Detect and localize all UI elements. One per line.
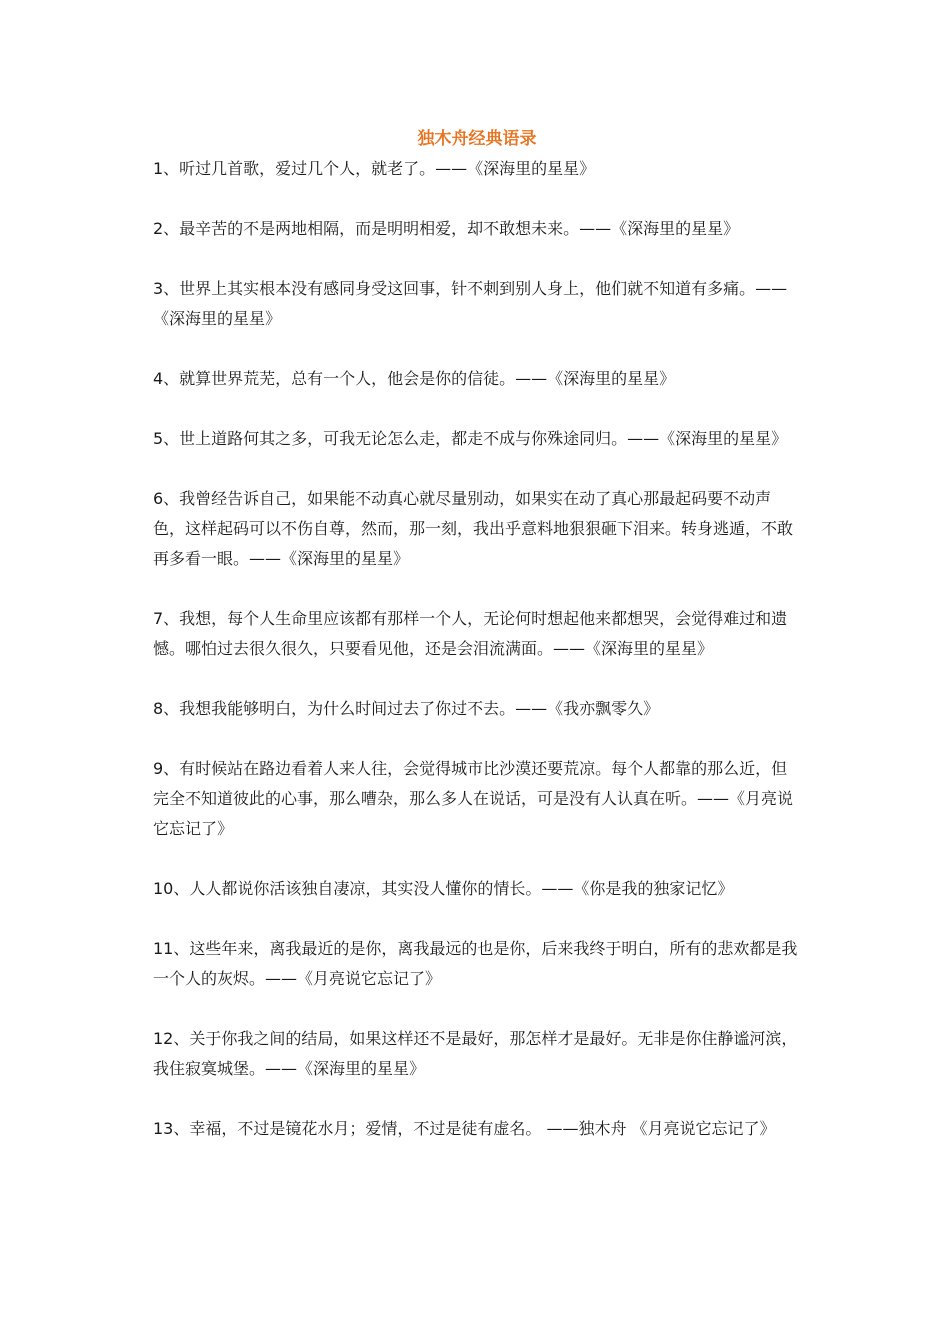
quote-item: 5、世上道路何其之多，可我无论怎么走，都走不成与你殊途同归。——《深海里的星星》 xyxy=(153,429,788,448)
quote-item: 8、我想我能够明白，为什么时间过去了你过不去。——《我亦飘零久》 xyxy=(153,699,660,718)
quote-item: 3、世界上其实根本没有感同身受这回事，针不刺到别人身上，他们就不知道有多痛。——《深海里的星星》 xyxy=(153,279,788,328)
quote-item: 10、人人都说你活该独自凄凉，其实没人懂你的情长。——《你是我的独家记忆》 xyxy=(153,879,734,898)
document-body xyxy=(153,124,801,1174)
quote-item: 4、就算世界荒芜，总有一个人，他会是你的信徒。——《深海里的星星》 xyxy=(153,369,676,388)
document-title: 独木舟经典语录 xyxy=(417,129,537,149)
quote-item: 6、我曾经告诉自己，如果能不动真心就尽量别动，如果实在动了真心那最起码要不动声色，这样起码可以不伤自尊，然而，那一刻，我出乎意料地狠狠砸下泪来。转身逃遁，不敢再多看一眼。——《深海里的星星》 xyxy=(153,489,794,568)
quote-item: 7、我想，每个人生命里应该都有那样一个人，无论何时想起他来都想哭，会觉得难过和遗憾。哪怕过去很久很久，只要看见他，还是会泪流满面。——《深海里的星星》 xyxy=(153,609,788,658)
quote-item: 12、关于你我之间的结局，如果这样还不是最好，那怎样才是最好。无非是你住静谧河滨，我住寂寞城堡。——《深海里的星星》 xyxy=(153,1029,798,1078)
quote-item: 2、最辛苦的不是两地相隔，而是明明相爱，却不敢想未来。——《深海里的星星》 xyxy=(153,219,740,238)
quote-item: 13、幸福，不过是镜花水月；爱情，不过是徒有虚名。 ——独木舟 《月亮说它忘记了》 xyxy=(153,1119,776,1138)
quote-item: 9、有时候站在路边看着人来人往，会觉得城市比沙漠还要荒凉。每个人都靠的那么近，但完全不知道彼此的心事，那么嘈杂，那么多人在说话，可是没有人认真在听。——《月亮说它忘记了》 xyxy=(153,759,794,838)
quote-item: 1、听过几首歌，爱过几个人，就老了。——《深海里的星星》 xyxy=(153,159,596,178)
quote-item: 11、这些年来，离我最近的是你，离我最远的也是你，后来我终于明白，所有的悲欢都是我一个人的灰烬。——《月亮说它忘记了》 xyxy=(153,939,798,988)
quote-list xyxy=(153,154,801,1144)
